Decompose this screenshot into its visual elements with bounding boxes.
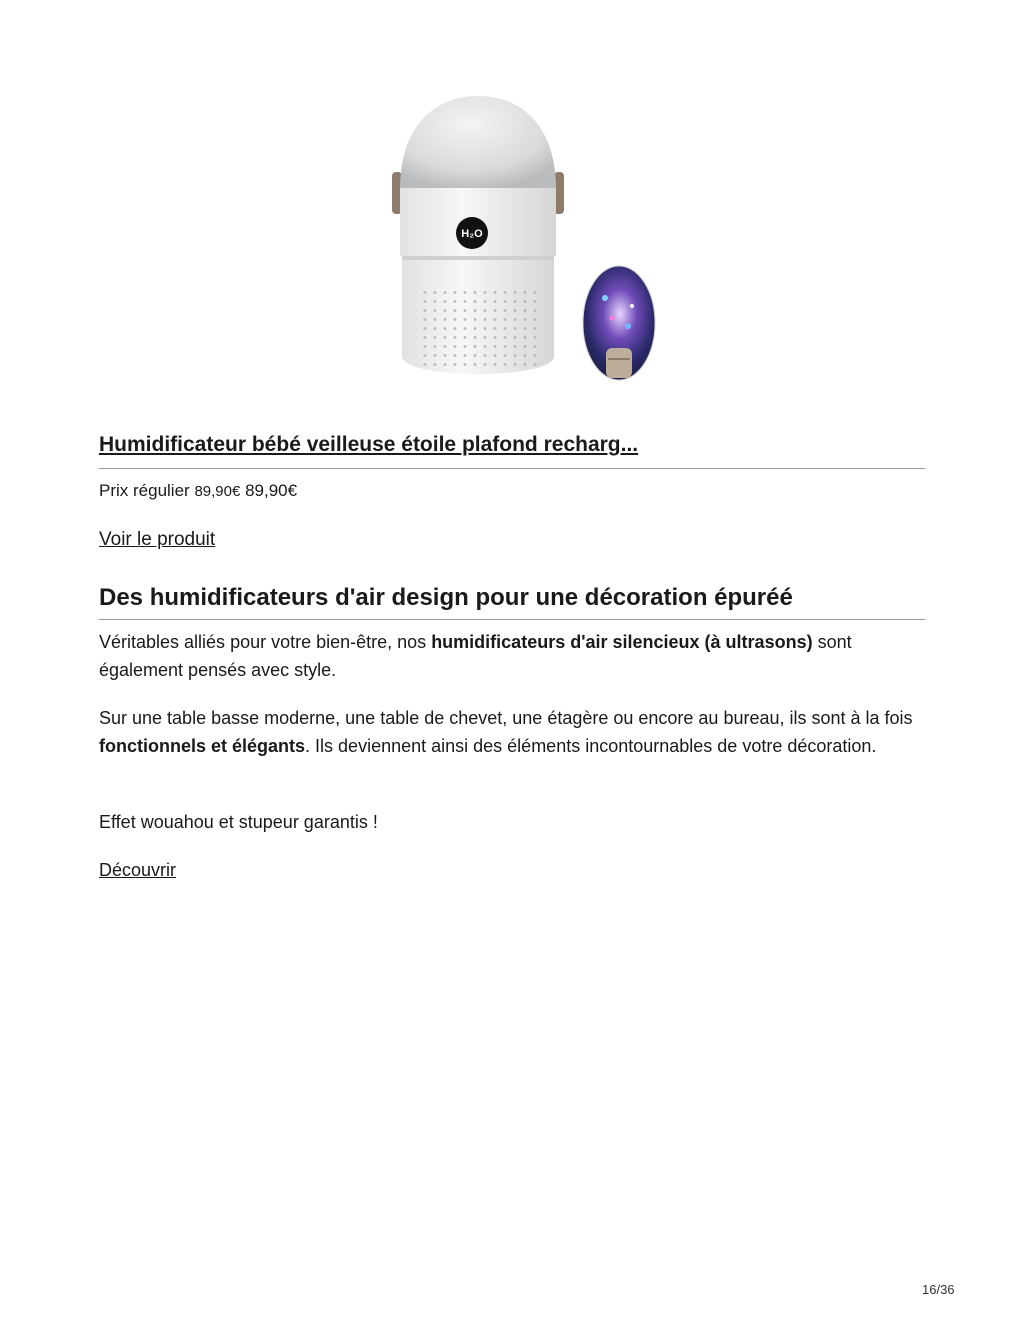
bold-emphasis: fonctionnels et élégants	[99, 736, 306, 756]
h2o-badge-text: H₂O	[461, 228, 483, 240]
night-light-photo	[580, 266, 660, 386]
price-line	[99, 480, 297, 503]
regular-price: 89,90€	[194, 483, 241, 500]
paragraph-decoration: Sur une table basse moderne, une table de chevet, une étagère ou encore au bureau, ils sont à la fois fonctionnels et élégants. Ils deviennent ainsi des éléments incontournables de votre décoration.	[99, 708, 913, 756]
sale-price: 89,90€	[245, 481, 298, 500]
product-title-link[interactable]: Humidificateur bébé veilleuse étoile plafond recharg...	[99, 432, 925, 469]
product-image	[380, 90, 680, 390]
paragraph-effect: Effet wouahou et stupeur garantis !	[99, 812, 378, 832]
humidifier-illustration	[380, 90, 680, 390]
paragraph-intro: Véritables alliés pour votre bien-être, nos humidificateurs d'air silencieux (à ultrasons) sont également pensés avec style.	[99, 632, 852, 680]
discover-link[interactable]: Découvrir	[99, 860, 177, 880]
section-heading: Des humidificateurs d'air design pour une décoration épuréé	[99, 583, 925, 620]
bold-emphasis: humidificateurs d'air silencieux (à ultrasons)	[431, 632, 813, 652]
page-number: 16/36	[922, 1282, 955, 1297]
view-product-link[interactable]: Voir le produit	[99, 529, 216, 550]
price-label: Prix régulier	[99, 481, 190, 500]
